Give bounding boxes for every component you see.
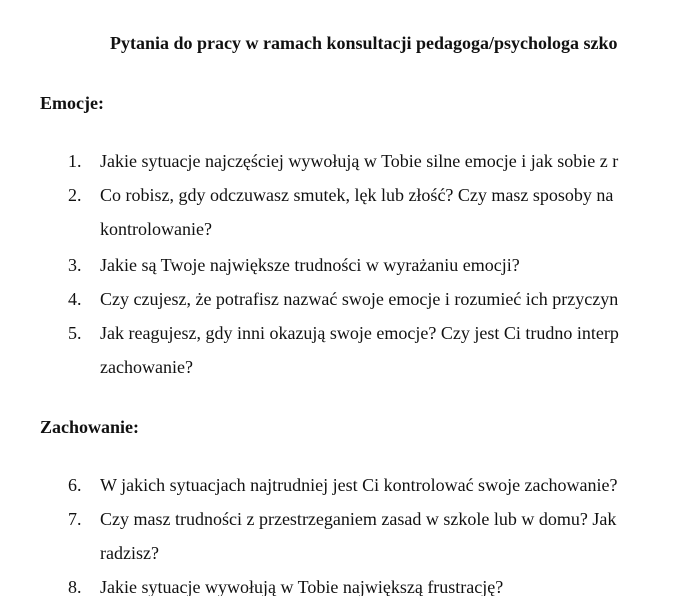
question-number: 2. <box>68 185 82 205</box>
question-number: 7. <box>68 509 82 529</box>
section-heading-zachowanie: Zachowanie: <box>40 417 139 437</box>
question-number: 1. <box>68 151 82 171</box>
document-title: Pytania do pracy w ramach konsultacji pedagoga/psychologa szko <box>110 33 618 53</box>
question-text-continuation: kontrolowanie? <box>100 219 212 239</box>
question-number: 4. <box>68 289 82 309</box>
question-text: Jakie są Twoje największe trudności w wyrażaniu emocji? <box>100 255 520 275</box>
question-text: Jakie sytuacje najczęściej wywołują w Tobie silne emocje i jak sobie z r <box>100 151 619 171</box>
list-item <box>0 509 673 577</box>
question-number: 5. <box>68 323 82 343</box>
question-text: Jakie sytuacje wywołują w Tobie największą frustrację? <box>100 577 504 596</box>
question-text: Jak reagujesz, gdy inni okazują swoje emocje? Czy jest Ci trudno interp <box>100 323 619 343</box>
question-number: 8. <box>68 577 82 596</box>
list-item <box>0 185 673 253</box>
section-heading-emocje: Emocje: <box>40 93 104 113</box>
question-text: Czy masz trudności z przestrzeganiem zasad w szkole lub w domu? Jak <box>100 509 617 529</box>
question-text: Czy czujesz, że potrafisz nazwać swoje emocje i rozumieć ich przyczyn <box>100 289 619 309</box>
question-number: 6. <box>68 475 82 495</box>
question-text-continuation: radzisz? <box>100 543 159 563</box>
question-text: W jakich sytuacjach najtrudniej jest Ci kontrolować swoje zachowanie? <box>100 475 618 495</box>
question-text: Co robisz, gdy odczuwasz smutek, lęk lub złość? Czy masz sposoby na <box>100 185 614 205</box>
list-item <box>0 323 673 391</box>
list-item <box>0 577 673 596</box>
question-text-continuation: zachowanie? <box>100 357 193 377</box>
question-number: 3. <box>68 255 82 275</box>
